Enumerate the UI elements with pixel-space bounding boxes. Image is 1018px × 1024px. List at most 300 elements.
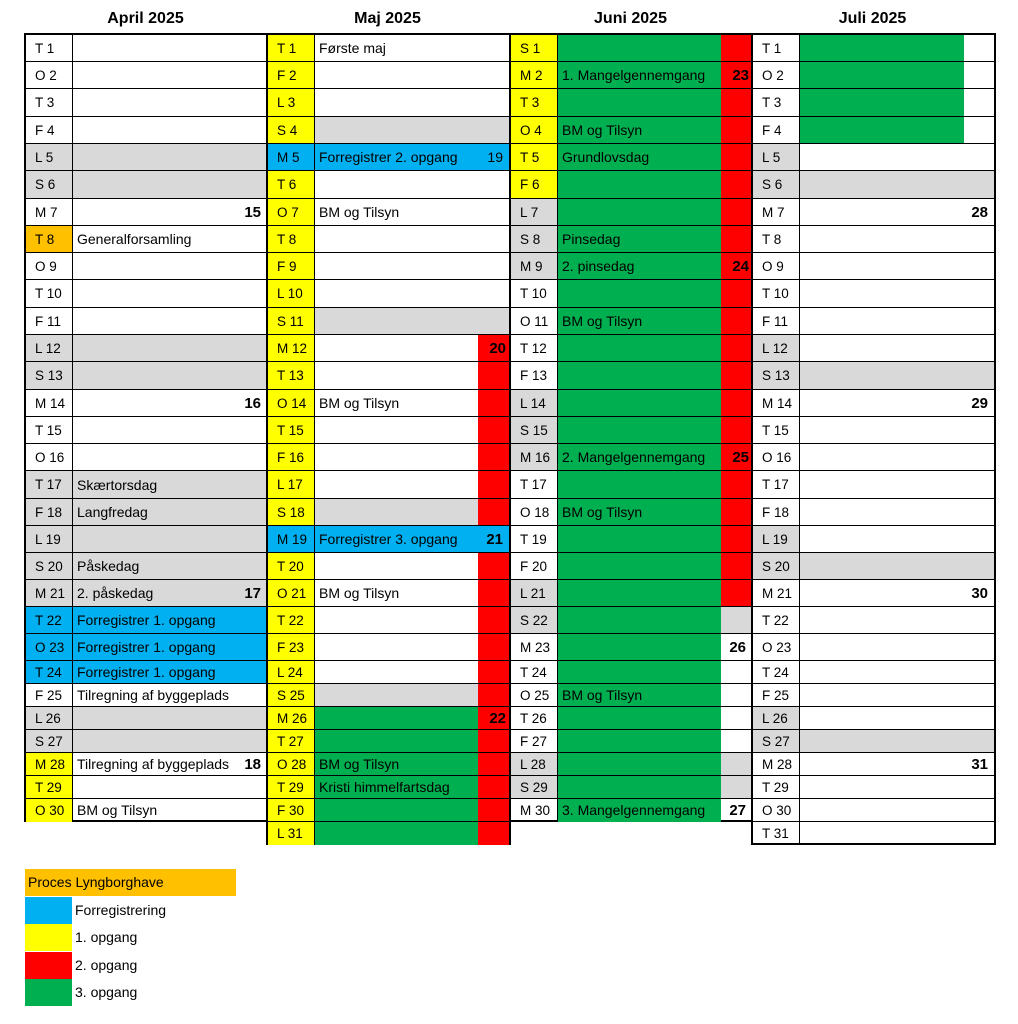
day-cell: T 29: [26, 776, 73, 798]
month-table: [509, 33, 754, 822]
day-row: [26, 499, 267, 526]
day-cell: F 18: [26, 499, 73, 525]
day-row: [511, 144, 752, 171]
day-row: [753, 684, 994, 707]
day-cell: S 27: [26, 730, 73, 752]
day-cell: O 9: [753, 253, 800, 279]
day-row: [26, 776, 267, 799]
day-cell: O 21: [268, 580, 315, 606]
day-row: [753, 799, 994, 822]
phase-3-fill: [800, 89, 964, 116]
day-cell: M 5: [268, 144, 315, 170]
day-cell: T 20: [268, 553, 315, 579]
event-label: Tilregning af byggeplads: [77, 756, 230, 772]
day-cell: T 15: [268, 417, 315, 443]
event-label: Generalforsamling: [77, 231, 192, 247]
day-row: [753, 35, 994, 62]
day-cell: S 29: [511, 776, 558, 798]
day-row: [26, 753, 267, 776]
day-row: [26, 89, 267, 117]
phase-3-fill: [558, 730, 721, 752]
week-number: 27: [729, 802, 746, 819]
week-number: 29: [971, 395, 988, 412]
day-row: [26, 634, 267, 661]
day-row: [268, 730, 509, 753]
day-row: [753, 362, 994, 390]
day-cell: M 21: [753, 580, 800, 606]
day-row: [26, 444, 267, 471]
day-row: [753, 280, 994, 308]
day-cell: T 13: [268, 362, 315, 389]
phase-2-column: [478, 607, 509, 633]
day-row: [268, 280, 509, 308]
legend-label: 1. opgang: [75, 929, 138, 945]
day-row: [26, 471, 267, 499]
day-cell: O 30: [753, 799, 800, 821]
phase-3-fill: [558, 280, 721, 307]
event-label: BM og Tilsyn: [319, 395, 400, 411]
phase-3-fill: [558, 89, 721, 116]
day-cell: L 19: [753, 526, 800, 552]
day-cell: L 10: [268, 280, 315, 307]
phase-2-column: [721, 335, 752, 361]
day-cell: L 31: [268, 822, 315, 845]
day-row: [511, 280, 752, 308]
event-label: Tilregning af byggeplads: [77, 687, 230, 703]
day-cell: O 30: [26, 799, 73, 822]
day-cell: T 24: [511, 661, 558, 683]
day-row: [268, 199, 509, 226]
day-row: [268, 117, 509, 144]
event-label: Skærtorsdag: [77, 477, 158, 493]
day-row: [753, 580, 994, 607]
phase-3-fill: [558, 335, 721, 361]
weekend-column: [721, 753, 752, 775]
day-cell: S 6: [26, 171, 73, 198]
event-label: Forregistrer 1. opgang: [77, 639, 216, 655]
day-row: [511, 117, 752, 144]
day-cell: M 16: [511, 444, 558, 470]
day-row: [26, 730, 267, 753]
phase-2-column: [721, 362, 752, 389]
phase-3-fill: [558, 607, 721, 633]
weekend-column: [721, 607, 752, 633]
phase-3-fill: [558, 661, 721, 683]
phase-2-column: [721, 417, 752, 443]
day-cell: T 8: [753, 226, 800, 252]
phase-2-column: [478, 661, 509, 683]
phase-3-fill: [315, 707, 478, 729]
day-row: [268, 580, 509, 607]
event-label: 1. Mangelgennemgang: [562, 67, 706, 83]
day-cell: F 4: [26, 117, 73, 143]
day-cell: M 30: [511, 799, 558, 822]
day-cell: T 31: [753, 822, 800, 845]
day-row: [511, 526, 752, 553]
day-row: [26, 171, 267, 199]
day-row: [26, 199, 267, 226]
day-row: [26, 661, 267, 684]
phase-3-fill: [558, 580, 721, 606]
day-row: [511, 661, 752, 684]
phase-3-fill: [800, 117, 964, 143]
event-label: 2. pinsedag: [562, 258, 635, 274]
phase-3-fill: [558, 390, 721, 416]
phase-3-fill: [558, 417, 721, 443]
phase-3-fill: [558, 362, 721, 389]
phase-2-column: [721, 390, 752, 416]
phase-2-column: [478, 580, 509, 606]
day-cell: O 4: [511, 117, 558, 143]
day-row: [511, 553, 752, 580]
day-cell: L 26: [26, 707, 73, 729]
phase-3-fill: [800, 35, 964, 61]
day-row: [26, 335, 267, 362]
week-number: 23: [732, 67, 749, 84]
day-cell: S 20: [753, 553, 800, 579]
phase-2-column: [721, 471, 752, 498]
day-row: [268, 607, 509, 634]
event-label: BM og Tilsyn: [77, 802, 158, 818]
phase-2-column: [478, 730, 509, 752]
day-row: [753, 707, 994, 730]
day-cell: T 5: [511, 144, 558, 170]
phase-3-fill: [558, 753, 721, 775]
week-number: 18: [244, 756, 261, 773]
day-row: [268, 253, 509, 280]
day-row: [268, 753, 509, 776]
day-row: [753, 822, 994, 845]
day-row: [511, 634, 752, 661]
month-table: [24, 33, 269, 822]
day-row: [268, 144, 509, 171]
phase-2-column: [478, 553, 509, 579]
day-cell: T 10: [753, 280, 800, 307]
day-cell: L 14: [511, 390, 558, 416]
day-cell: F 13: [511, 362, 558, 389]
phase-2-column: [721, 35, 752, 61]
day-cell: O 2: [26, 62, 73, 88]
legend-label: Proces Lyngborghave: [28, 874, 164, 890]
day-cell: F 25: [26, 684, 73, 706]
day-cell: F 27: [511, 730, 558, 752]
day-cell: M 23: [511, 634, 558, 660]
day-row: [753, 171, 994, 199]
phase-2-column: [721, 117, 752, 143]
day-row: [268, 390, 509, 417]
day-cell: M 26: [268, 707, 315, 729]
day-cell: T 17: [511, 471, 558, 498]
day-row: [511, 253, 752, 280]
day-cell: T 22: [268, 607, 315, 633]
week-number: 26: [729, 639, 746, 656]
day-cell: O 7: [268, 199, 315, 225]
phase-2-column: [478, 822, 509, 845]
day-cell: T 3: [26, 89, 73, 116]
phase-2-column: [478, 471, 509, 498]
day-cell: T 17: [26, 471, 73, 498]
day-cell: S 6: [753, 171, 800, 198]
day-cell: L 12: [26, 335, 73, 361]
legend-label: Forregistrering: [75, 901, 167, 918]
day-row: [511, 730, 752, 753]
day-row: [511, 226, 752, 253]
day-row: [268, 707, 509, 730]
day-cell: T 6: [268, 171, 315, 198]
month-table: [266, 33, 511, 845]
phase-2-column: [721, 308, 752, 334]
week-number: 25: [732, 449, 749, 466]
day-row: [511, 35, 752, 62]
day-cell: T 17: [753, 471, 800, 498]
day-cell: O 14: [268, 390, 315, 416]
day-row: [26, 226, 267, 253]
day-cell: O 16: [753, 444, 800, 470]
phase-2-column: [478, 362, 509, 389]
day-row: [511, 335, 752, 362]
phase-3-fill: [315, 799, 478, 821]
event-label: Kristi himmelfartsdag: [319, 779, 450, 795]
phase-2-column: [721, 171, 752, 198]
phase-2-column: [478, 776, 509, 798]
day-cell: F 20: [511, 553, 558, 579]
day-row: [268, 471, 509, 499]
day-cell: L 5: [753, 144, 800, 170]
event-label: 3. Mangelgennemgang: [562, 802, 706, 818]
day-row: [268, 444, 509, 471]
month-table: [751, 33, 996, 845]
phase-3-fill: [558, 526, 721, 552]
phase-2-column: [478, 390, 509, 416]
day-row: [753, 89, 994, 117]
day-row: [26, 117, 267, 144]
phase-2-column: [478, 417, 509, 443]
legend-swatch: [25, 897, 72, 924]
day-row: [753, 308, 994, 335]
day-row: [26, 280, 267, 308]
event-label: Forregistrer 1. opgang: [77, 664, 216, 680]
day-row: [268, 417, 509, 444]
day-row: [511, 308, 752, 335]
phase-3-fill: [315, 822, 478, 845]
event-label: Langfredag: [77, 504, 148, 520]
day-cell: L 19: [26, 526, 73, 552]
phase-3-fill: [558, 707, 721, 729]
legend-label: 2. opgang: [75, 956, 138, 973]
event-label: Pinsedag: [562, 231, 621, 247]
legend-swatch: [25, 924, 72, 951]
week-number: 17: [244, 585, 261, 602]
day-row: [26, 308, 267, 335]
day-cell: O 25: [511, 684, 558, 706]
day-cell: M 21: [26, 580, 73, 606]
event-label: BM og Tilsyn: [319, 756, 400, 772]
day-cell: S 20: [26, 553, 73, 579]
phase-2-column: [478, 684, 509, 706]
day-row: [26, 62, 267, 89]
day-cell: T 10: [511, 280, 558, 307]
day-row: [511, 171, 752, 199]
day-cell: S 4: [268, 117, 315, 143]
event-label: BM og Tilsyn: [562, 504, 643, 520]
day-row: [753, 607, 994, 634]
week-number: 30: [971, 585, 988, 602]
legend-swatch: [25, 952, 72, 979]
day-cell: M 14: [26, 390, 73, 416]
day-cell: T 12: [511, 335, 558, 361]
day-cell: O 23: [26, 634, 73, 660]
day-row: [753, 199, 994, 226]
day-row: [268, 661, 509, 684]
day-row: [26, 526, 267, 553]
week-number: 24: [732, 258, 749, 275]
day-row: [26, 35, 267, 62]
day-row: [26, 362, 267, 390]
day-cell: M 7: [26, 199, 73, 225]
day-row: [511, 417, 752, 444]
day-cell: M 7: [753, 199, 800, 225]
day-cell: L 17: [268, 471, 315, 498]
day-cell: T 3: [753, 89, 800, 116]
day-cell: L 21: [511, 580, 558, 606]
day-row: [511, 362, 752, 390]
day-cell: T 27: [268, 730, 315, 752]
day-row: [26, 799, 267, 822]
day-cell: S 22: [511, 607, 558, 633]
day-cell: S 25: [268, 684, 315, 706]
day-row: [753, 144, 994, 171]
day-cell: F 11: [753, 308, 800, 334]
phase-3-fill: [558, 776, 721, 798]
day-cell: M 2: [511, 62, 558, 88]
phase-2-column: [478, 799, 509, 821]
day-row: [268, 308, 509, 335]
event-label: Forregistrer 1. opgang: [77, 612, 216, 628]
day-row: [753, 499, 994, 526]
day-row: [511, 390, 752, 417]
legend-swatch: [25, 979, 72, 1006]
day-cell: O 18: [511, 499, 558, 525]
day-row: [511, 707, 752, 730]
phase-2-column: [721, 144, 752, 170]
day-cell: T 1: [268, 35, 315, 61]
day-cell: T 3: [511, 89, 558, 116]
day-cell: S 1: [511, 35, 558, 61]
day-cell: T 24: [753, 661, 800, 683]
phase-3-fill: [800, 62, 964, 88]
day-cell: T 22: [26, 607, 73, 633]
day-row: [753, 776, 994, 799]
week-number: 21: [486, 531, 503, 548]
day-cell: L 5: [26, 144, 73, 170]
event-label: Første maj: [319, 40, 386, 56]
day-row: [268, 362, 509, 390]
day-row: [26, 390, 267, 417]
day-row: [268, 35, 509, 62]
day-row: [753, 471, 994, 499]
legend-item: [25, 897, 236, 924]
day-cell: F 2: [268, 62, 315, 88]
phase-2-column: [478, 444, 509, 470]
event-label: 2. påskedag: [77, 585, 154, 601]
day-row: [511, 199, 752, 226]
phase-2-column: [721, 580, 752, 606]
day-cell: S 13: [26, 362, 73, 389]
day-cell: L 12: [753, 335, 800, 361]
day-row: [753, 253, 994, 280]
day-cell: S 18: [268, 499, 315, 525]
day-cell: T 15: [26, 417, 73, 443]
event-label: BM og Tilsyn: [319, 585, 400, 601]
day-cell: L 7: [511, 199, 558, 225]
phase-2-column: [721, 226, 752, 252]
day-row: [268, 526, 509, 553]
phase-2-column: [721, 499, 752, 525]
day-cell: T 29: [753, 776, 800, 798]
day-row: [26, 580, 267, 607]
week-number: 15: [244, 204, 261, 221]
phase-2-column: [721, 89, 752, 116]
day-row: [26, 684, 267, 707]
day-cell: O 16: [26, 444, 73, 470]
day-cell: F 6: [511, 171, 558, 198]
day-cell: T 29: [268, 776, 315, 798]
day-cell: S 13: [753, 362, 800, 389]
day-cell: O 28: [268, 753, 315, 775]
day-row: [26, 253, 267, 280]
day-cell: L 24: [268, 661, 315, 683]
day-cell: S 27: [753, 730, 800, 752]
legend-item: [25, 924, 236, 951]
day-cell: M 19: [268, 526, 315, 552]
day-row: [511, 776, 752, 799]
phase-2-column: [721, 526, 752, 552]
phase-3-fill: [558, 553, 721, 579]
day-row: [753, 444, 994, 471]
phase-2-column: [721, 553, 752, 579]
day-row: [753, 753, 994, 776]
day-row: [511, 607, 752, 634]
month-title: April 2025: [107, 10, 184, 27]
phase-2-column: [721, 280, 752, 307]
day-row: [753, 226, 994, 253]
day-row: [753, 117, 994, 144]
day-row: [268, 62, 509, 89]
legend-item: [25, 869, 236, 896]
event-label: Påskedag: [77, 558, 140, 574]
day-cell: F 23: [268, 634, 315, 660]
day-cell: O 23: [753, 634, 800, 660]
day-row: [511, 684, 752, 707]
day-cell: L 26: [753, 707, 800, 729]
event-label: Forregistrer 3. opgang: [319, 531, 458, 547]
day-cell: M 9: [511, 253, 558, 279]
week-number: 28: [971, 204, 988, 221]
day-cell: S 8: [511, 226, 558, 252]
week-number: 16: [244, 395, 261, 412]
day-cell: S 15: [511, 417, 558, 443]
day-row: [268, 89, 509, 117]
day-row: [753, 526, 994, 553]
day-cell: F 16: [268, 444, 315, 470]
day-row: [753, 62, 994, 89]
day-row: [268, 684, 509, 707]
phase-3-fill: [315, 730, 478, 752]
day-cell: S 11: [268, 308, 315, 334]
day-row: [511, 753, 752, 776]
day-row: [753, 390, 994, 417]
day-cell: M 28: [753, 753, 800, 775]
